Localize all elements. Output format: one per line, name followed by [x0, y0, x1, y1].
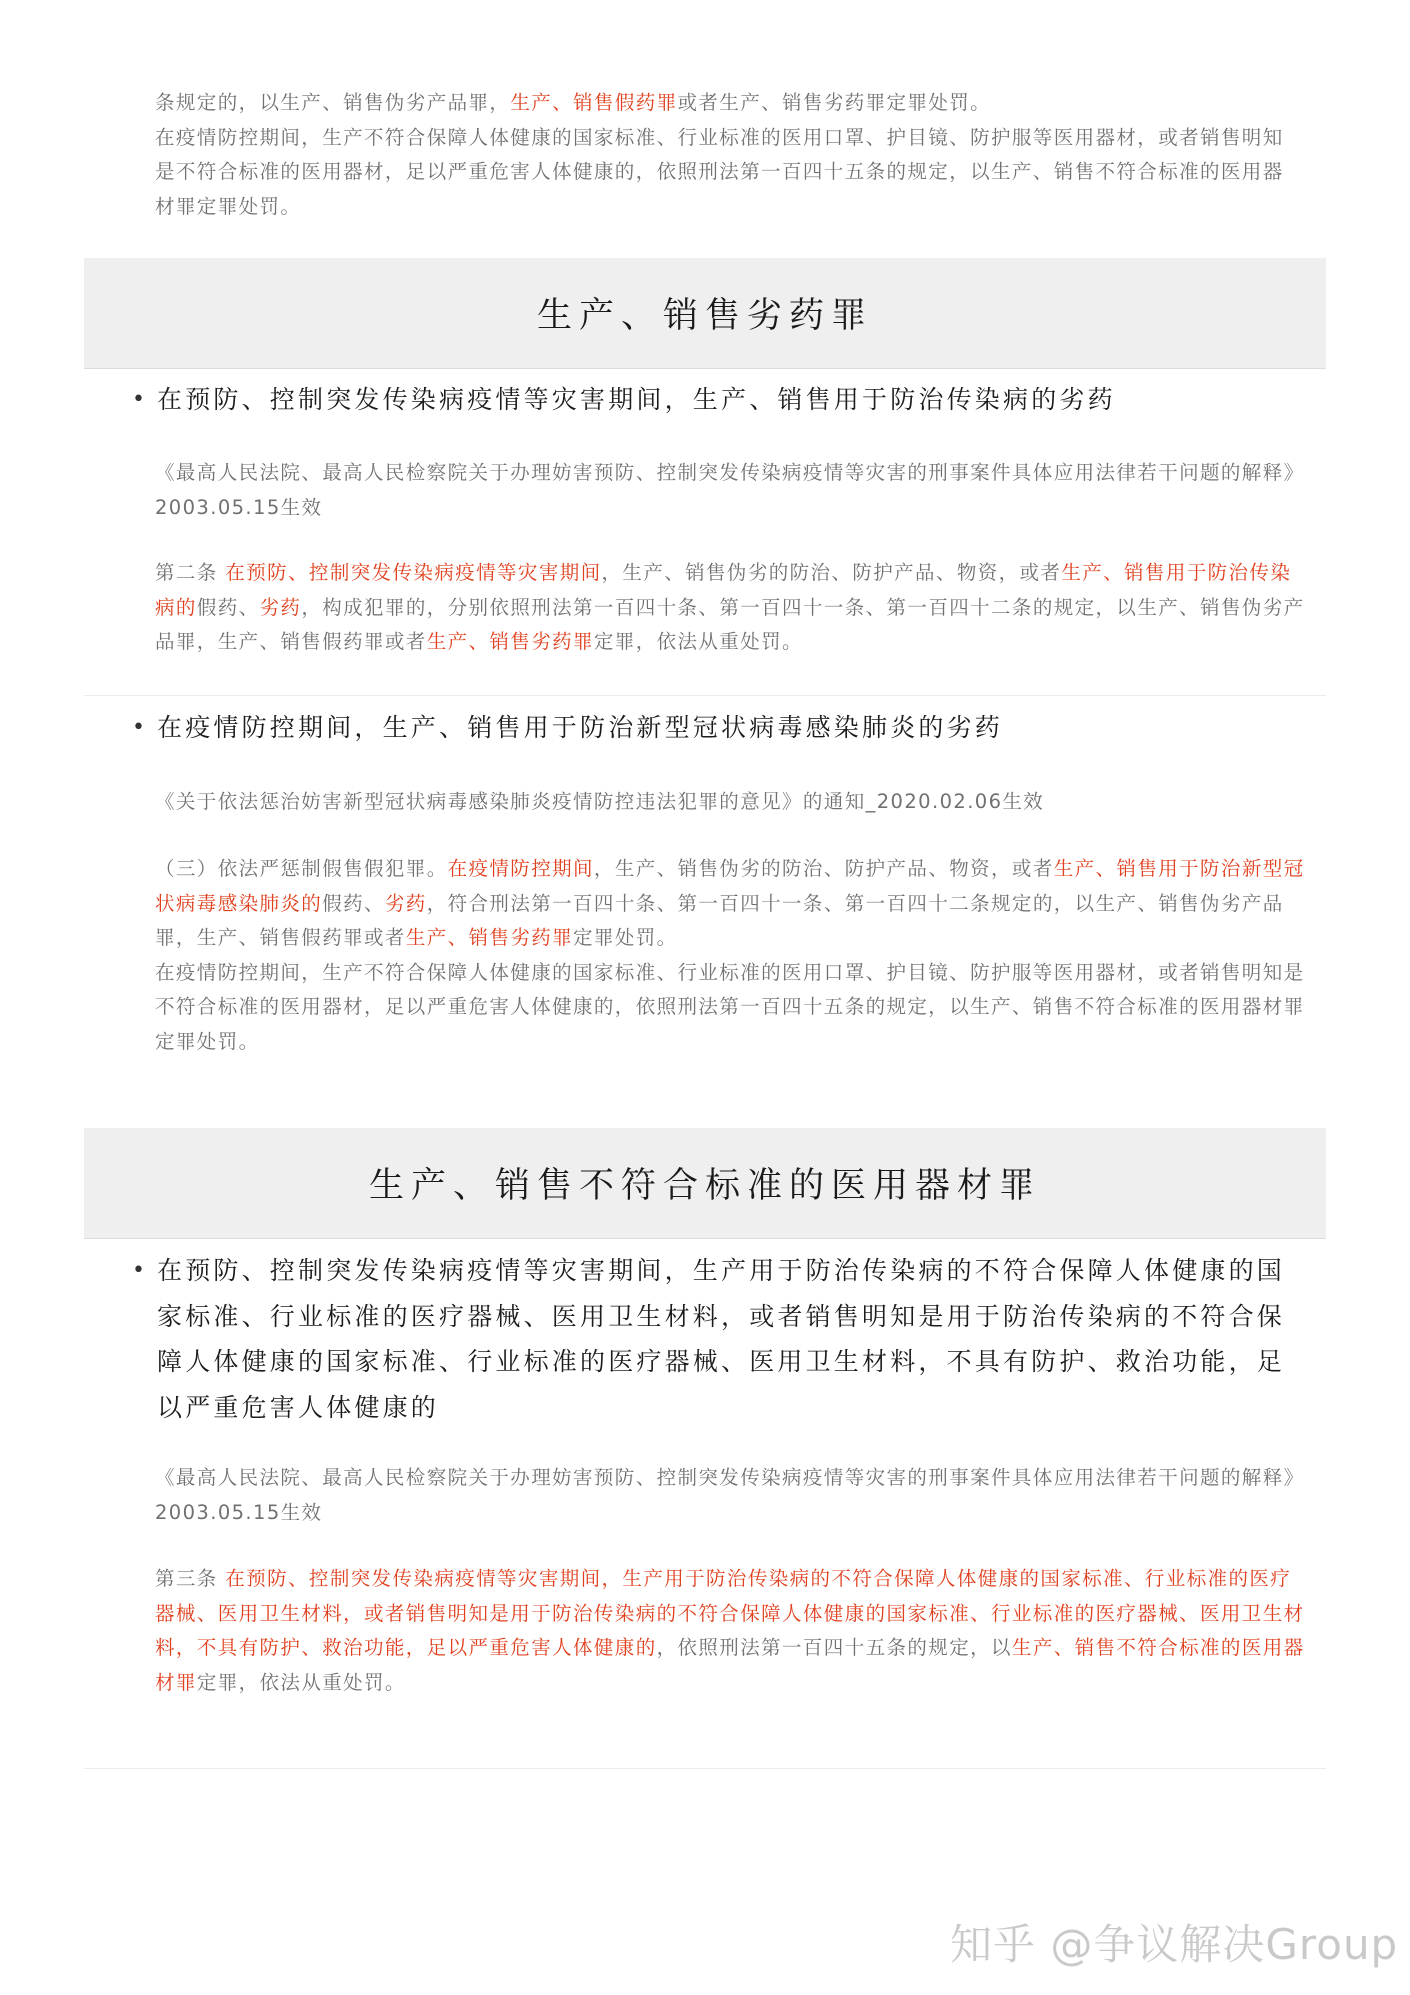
divider	[84, 695, 1326, 696]
citation-text: 《最高人民法院、最高人民检察院关于办理妨害预防、控制突发传染病疫情等灾害的刑事案件具体应用法律若干问题的解释》2003.05.15生效	[155, 1466, 1295, 1524]
article-text-part: 假药、	[322, 891, 385, 915]
article-highlight: 生产、销售劣药罪	[426, 630, 594, 653]
citation	[155, 1461, 1300, 1530]
intro-text-end: 或者生产、销售劣药罪定罪处罚。	[677, 91, 992, 114]
article-highlight: 在预防、控制突发传染病疫情等灾害期间	[225, 561, 602, 584]
intro-highlight: 生产、销售假药罪	[510, 91, 678, 114]
article-label: 第三条	[155, 1567, 226, 1590]
article-text-part: 定罪，依法从重处罚。	[593, 630, 803, 653]
divider	[84, 1768, 1326, 1769]
article-highlight: 生产、销售不符合标准的医用器材罪	[155, 1636, 1305, 1694]
article-highlight: 劣药	[384, 891, 427, 915]
article-highlight: 在预防、控制突发传染病疫情等灾害期间，生产用于防治传染病的不符合保障人体健康的国家标准、行业标准的医疗器械、医用卫生材料，或者销售明知是用于防治传染病的不符合保障人体健康的国家标准、行业标准的医疗器械、医用卫生材料，不具有防护、救治功能，足以严重危害人体健康的	[155, 1567, 1305, 1659]
intro-paragraph-1	[155, 86, 1285, 121]
section-header-inferior-drugs	[84, 258, 1326, 369]
bullet-heading	[130, 1248, 1310, 1430]
bullet-heading-text: 在疫情防控期间，生产、销售用于防治新型冠状病毒感染肺炎的劣药	[157, 713, 1004, 742]
article-text-part: 定罪，依法从重处罚。	[196, 1670, 406, 1694]
article-paragraph	[155, 556, 1305, 660]
section-title: 生产、销售不符合标准的医用器材罪	[368, 1166, 1041, 1206]
section-header-medical-devices	[84, 1128, 1326, 1239]
article-highlight: 生产、销售用于防治传染病的	[155, 561, 1292, 619]
article-text-part: ，生产、销售伪劣的防治、防护产品、物资，或者	[593, 857, 1054, 880]
article-label: （三）依法严惩制假售假犯罪。	[155, 857, 448, 880]
bullet-dot-icon: •	[132, 715, 149, 740]
zhihu-watermark: 知乎 @争议解决Group	[950, 1920, 1399, 1969]
article-highlight: 生产、销售劣药罪	[405, 926, 574, 949]
bullet-heading	[130, 705, 1310, 751]
article-paragraph	[155, 1562, 1305, 1700]
citation	[155, 785, 1300, 820]
article-highlight: 生产、销售用于防治新型冠状病毒感染肺炎的	[155, 857, 1305, 915]
citation-text: 《关于依法惩治妨害新型冠状病毒感染肺炎疫情防控违法犯罪的意见》的通知_2020.02.06生效	[155, 790, 1045, 813]
article-text-part: ，生产、销售伪劣的防治、防护产品、物资，或者	[601, 561, 1062, 584]
article-highlight: 在疫情防控期间	[447, 857, 594, 880]
bullet-heading	[130, 377, 1310, 423]
article-highlight: 劣药	[259, 595, 302, 619]
bullet-item	[130, 705, 1310, 751]
intro-text: 条规定的，以生产、销售伪劣产品罪，	[155, 91, 511, 114]
bullet-item	[130, 1248, 1310, 1430]
citation-text: 《最高人民法院、最高人民检察院关于办理妨害预防、控制突发传染病疫情等灾害的刑事案件具体应用法律若干问题的解释》2003.05.15生效	[155, 461, 1295, 519]
article-text-part: 假药、	[196, 595, 260, 619]
article-paragraph	[155, 852, 1305, 1059]
citation	[155, 456, 1300, 525]
bullet-dot-icon: •	[132, 1258, 149, 1283]
bullet-heading-text: 在预防、控制突发传染病疫情等灾害期间，生产、销售用于防治传染病的劣药	[157, 385, 1116, 414]
intro-paragraph-2: 在疫情防控期间，生产不符合保障人体健康的国家标准、行业标准的医用口罩、护目镜、防护服等医用器材，或者销售明知是不符合标准的医用器材，足以严重危害人体健康的，依照刑法第一百四十五条的规定，以生产、销售不符合标准的医用器材罪定罪处罚。	[155, 125, 1284, 218]
article-label: 第二条	[155, 561, 226, 584]
article-text-part: 定罪处罚。	[573, 926, 678, 949]
bullet-heading-text: 在预防、控制突发传染病疫情等灾害期间，生产用于防治传染病的不符合保障人体健康的国家标准、行业标准的医疗器械、医用卫生材料，或者销售明知是用于防治传染病的不符合保障人体健康的国家标准、行业标准的医疗器械、医用卫生材料，不具有防护、救治功能，足以严重危害人体健康的	[157, 1256, 1286, 1422]
article-text	[155, 556, 1305, 660]
section-title: 生产、销售劣药罪	[536, 296, 873, 336]
bullet-item	[130, 377, 1310, 423]
intro-block	[155, 86, 1285, 224]
article-text	[155, 1562, 1305, 1700]
article-text-part: ，符合刑法第一百四十条、第一百四十一条、第一百四十二条规定的，以生产、销售伪劣产品罪，生产、销售假药罪或者	[155, 891, 1284, 949]
bullet-dot-icon: •	[132, 387, 149, 412]
article-text	[155, 852, 1305, 956]
article-text-2: 在疫情防控期间，生产不符合保障人体健康的国家标准、行业标准的医用口罩、护目镜、防护服等医用器材，或者销售明知是不符合标准的医用器材，足以严重危害人体健康的，依照刑法第一百四十五条的规定，以生产、销售不符合标准的医用器材罪定罪处罚。	[155, 960, 1305, 1053]
article-text-part: ，构成犯罪的，分别依照刑法第一百四十条、第一百四十一条、第一百四十二条的规定，以生产、销售伪劣产品罪，生产、销售假药罪或者	[155, 595, 1305, 653]
article-text-part: ，依照刑法第一百四十五条的规定，以	[656, 1636, 1012, 1659]
